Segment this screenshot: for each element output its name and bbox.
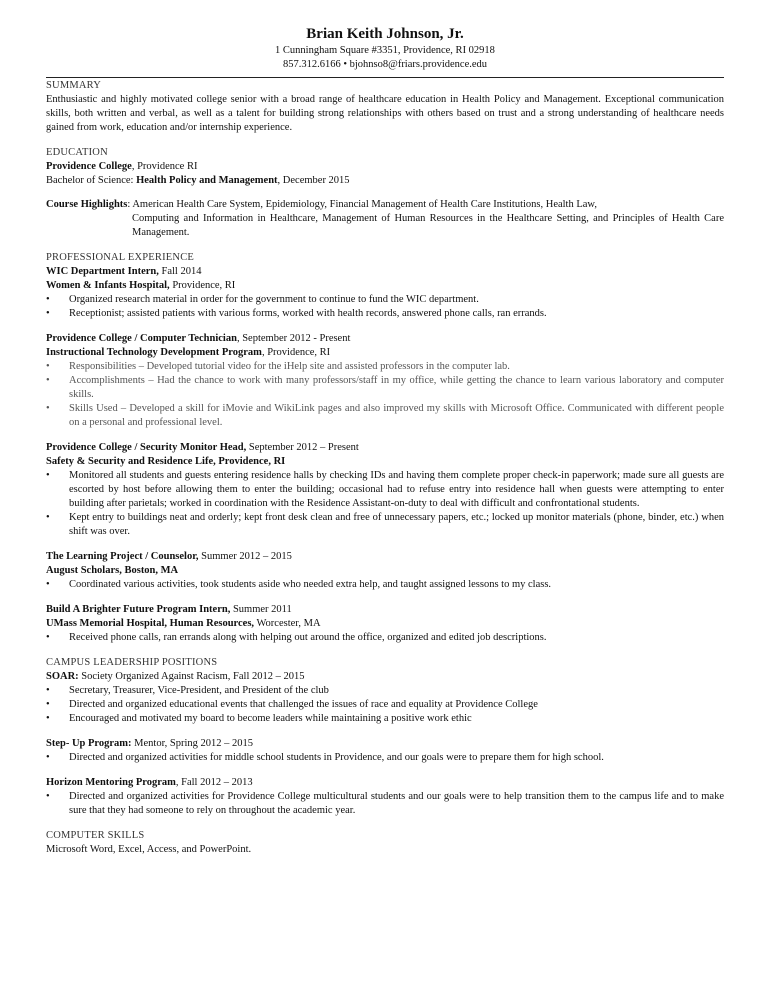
bullet-text: Kept entry to buildings neat and orderly; kept front desk clean and free of unnecessary papers, etc.; locked up monitor materials (phone, binder, etc.) when shift was over. (69, 512, 724, 537)
job-entry (46, 441, 724, 539)
bullet-text: Receptionist; assisted patients with various forms, worked with health records, answered phone calls, ran errands. (69, 308, 547, 319)
bullet-icon: • (46, 713, 50, 724)
bullet-text: Directed and organized activities for Providence College multicultural students and our goals were to help transition them to the campus life and to make sure that they had someone to rely on throughout the academic year. (69, 791, 724, 816)
job-org-location: Providence, RI (169, 280, 236, 291)
job-org: Safety & Security and Residence Life, Providence, RI (46, 456, 286, 467)
resume-page (46, 24, 724, 857)
job-org: UMass Memorial Hospital, Human Resources, (46, 618, 255, 629)
job-role-line (46, 603, 724, 617)
summary-title: SUMMARY (46, 80, 102, 91)
bullet-icon: • (46, 752, 50, 763)
skills-title: COMPUTER SKILLS (46, 830, 145, 841)
job-role: Providence College / Computer Technician (46, 333, 237, 344)
bullet-icon: • (46, 403, 50, 414)
bullet-text: Responsibilities – Developed tutorial video for the iHelp site and assisted professors in the computer lab. (69, 361, 510, 372)
education-section (46, 146, 724, 240)
bullet-icon: • (46, 699, 50, 710)
degree-major: Health Policy and Management (136, 175, 278, 186)
leadership-name: Horizon Mentoring Program (46, 777, 176, 788)
job-role-line (46, 441, 724, 455)
contact-line: 857.312.6166 • bjohnso8@friars.providence.edu (282, 59, 488, 70)
bullet-icon: • (46, 685, 50, 696)
job-org-location: Worcester, MA (254, 618, 321, 629)
job-date: Summer 2011 (230, 604, 292, 615)
leadership-detail: Society Organized Against Racism, Fall 2012 – 2015 (78, 671, 305, 682)
job-bullets (46, 360, 724, 430)
job-role: WIC Department Intern, (46, 266, 159, 277)
job-entry (46, 550, 724, 592)
list-item (46, 578, 724, 592)
bullet-icon: • (46, 512, 50, 523)
candidate-name: Brian Keith Johnson, Jr. (306, 26, 464, 42)
leadership-heading (46, 776, 724, 790)
list-item (46, 293, 724, 307)
job-entry (46, 603, 724, 645)
job-org: Women & Infants Hospital, (46, 280, 170, 291)
experience-title: PROFESSIONAL EXPERIENCE (46, 252, 195, 263)
leadership-entry (46, 670, 724, 726)
job-date: Summer 2012 – 2015 (198, 551, 292, 562)
bullet-text: Encouraged and motivated my board to become leaders while maintaining a positive work ethic (69, 713, 472, 724)
degree-line (46, 174, 724, 188)
leadership-entry (46, 737, 724, 765)
bullet-text: Organized research material in order for the government to continue to fund the WIC department. (69, 294, 479, 305)
summary-section (46, 79, 724, 135)
job-bullets (46, 578, 724, 592)
school-name: Providence College (46, 161, 132, 172)
job-role-line (46, 332, 724, 346)
job-org-line (46, 617, 724, 631)
bullet-icon: • (46, 361, 50, 372)
bullet-icon: • (46, 294, 50, 305)
job-org: Instructional Technology Development Program (46, 347, 262, 358)
bullet-text: Directed and organized activities for middle school students in Providence, and our goals were to prepare them for high school. (69, 752, 604, 763)
experience-section (46, 251, 724, 645)
job-date: Fall 2014 (158, 266, 202, 277)
leadership-name: SOAR: (46, 671, 79, 682)
job-org-line (46, 279, 724, 293)
job-date: , September 2012 - Present (236, 333, 351, 344)
job-role: Build A Brighter Future Program Intern, (46, 604, 231, 615)
leadership-bullets (46, 751, 724, 765)
list-item (46, 712, 724, 726)
degree-date: , December 2015 (277, 175, 350, 186)
job-date: September 2012 – Present (246, 442, 359, 453)
job-role: The Learning Project / Counselor, (46, 551, 199, 562)
education-title: EDUCATION (46, 147, 108, 158)
bullet-text: Skills Used – Developed a skill for iMovie and WikiLink pages and also improved my skills with Microsoft Office. Communicated with different people on a personal and professional level. (69, 403, 724, 428)
summary-text: Enthusiastic and highly motivated college senior with a broad range of healthcare education in Health Policy and Management. Exceptional communication skills, both written and verbal, as well as a talent for building strong relationships with others based on trust and a strong understanding of healthcare needs gained from work, education and/or internship experience. (46, 94, 724, 133)
list-item (46, 790, 724, 818)
leadership-heading (46, 670, 724, 684)
job-org-location: , Providence, RI (261, 347, 331, 358)
job-role: Providence College / Security Monitor Head, (46, 442, 247, 453)
job-bullets (46, 631, 724, 645)
bullet-icon: • (46, 308, 50, 319)
job-bullets (46, 293, 724, 321)
leadership-title: CAMPUS LEADERSHIP POSITIONS (46, 657, 218, 668)
course-highlights-rest: Computing and Information in Healthcare, Management of Human Resources in the Healthcare Setting, and Principles of Health Care Management. (132, 213, 724, 238)
course-highlights (46, 198, 724, 212)
leadership-heading (46, 737, 724, 751)
leadership-detail: Mentor, Spring 2012 – 2015 (131, 738, 254, 749)
course-highlights-first: : American Health Care System, Epidemiology, Financial Management of Health Care Institutions, Health Law, (127, 199, 597, 210)
bullet-text: Coordinated various activities, took students aside who needed extra help, and taught assigned lessons to my class. (69, 579, 552, 590)
leadership-section (46, 656, 724, 818)
course-highlights-label: Course Highlights (46, 199, 128, 210)
list-item (46, 360, 724, 374)
address-line: 1 Cunningham Square #3351, Providence, RI 02918 (275, 45, 495, 56)
bullet-text: Monitored all students and guests entering residence halls by checking IDs and having them complete proper check-in paperwork; made sure all guests are escorted by host before allowing them to enter the building; occasional had to refuse entry into residence hall when guests were attempting to enter building after parietals; worked in coordination with the Residence Assistant-on-duty to deal with difficult and confrontational students. (69, 470, 724, 509)
job-role-line (46, 550, 724, 564)
job-entry (46, 265, 724, 321)
job-org-line (46, 455, 724, 469)
skills-text: Microsoft Word, Excel, Access, and PowerPoint. (46, 844, 252, 855)
list-item (46, 374, 724, 402)
header-divider (46, 77, 724, 78)
bullet-text: Accomplishments – Had the chance to work with many professors/staff in my office, while getting the chance to learn various laboratory and computer skills. (69, 375, 724, 400)
bullet-icon: • (46, 579, 50, 590)
job-role-line (46, 265, 724, 279)
list-item (46, 511, 724, 539)
bullet-text: Received phone calls, ran errands along with helping out around the office, organized and edited job descriptions. (69, 632, 547, 643)
list-item (46, 631, 724, 645)
leadership-name: Step- Up Program: (46, 738, 132, 749)
job-org: August Scholars, Boston, MA (46, 565, 179, 576)
school-location: , Providence RI (131, 161, 198, 172)
leadership-bullets (46, 684, 724, 726)
job-org-line (46, 346, 724, 360)
bullet-icon: • (46, 791, 50, 802)
degree-prefix: Bachelor of Science: (46, 175, 137, 186)
list-item (46, 698, 724, 712)
leadership-bullets (46, 790, 724, 818)
job-entry (46, 332, 724, 430)
list-item (46, 402, 724, 430)
job-bullets (46, 469, 724, 539)
resume-header (46, 24, 724, 72)
bullet-text: Secretary, Treasurer, Vice-President, and President of the club (69, 685, 329, 696)
school-line (46, 160, 724, 174)
list-item (46, 684, 724, 698)
bullet-icon: • (46, 470, 50, 481)
skills-section (46, 829, 724, 857)
bullet-text: Directed and organized educational events that challenged the issues of race and equality at Providence College (69, 699, 538, 710)
job-org-line (46, 564, 724, 578)
leadership-detail: , Fall 2012 – 2013 (175, 777, 253, 788)
leadership-entry (46, 776, 724, 818)
bullet-icon: • (46, 632, 50, 643)
bullet-icon: • (46, 375, 50, 386)
list-item (46, 469, 724, 511)
list-item (46, 307, 724, 321)
list-item (46, 751, 724, 765)
